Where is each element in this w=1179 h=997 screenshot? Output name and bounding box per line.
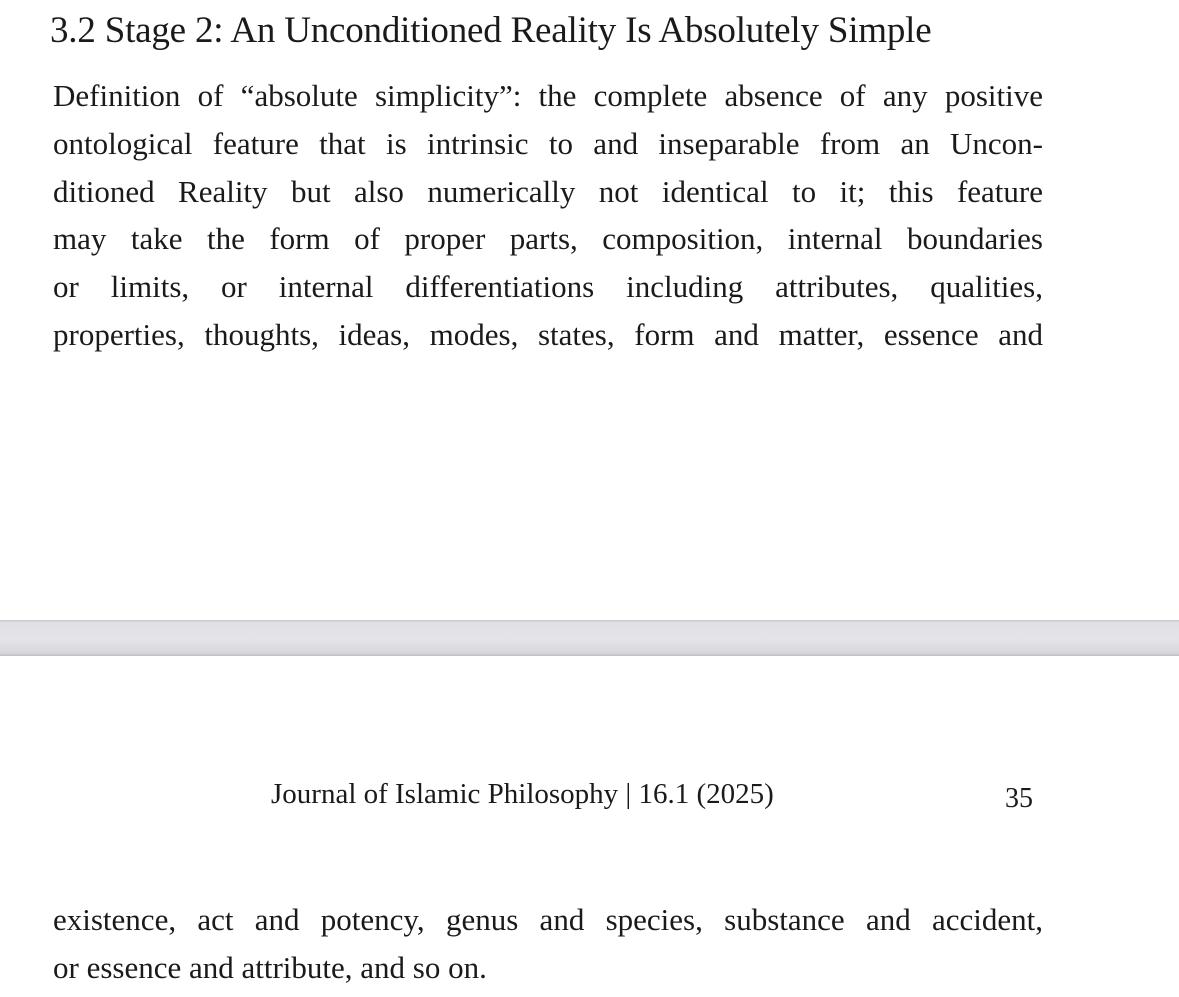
paragraph-line: ontological feature that is intrinsic to and inseparable from an Uncon-: [53, 125, 1043, 161]
paragraph-line: may take the form of proper parts, composition, internal boundaries: [53, 221, 1043, 257]
continuation-paragraph: [53, 896, 1043, 992]
paragraph-line: properties, thoughts, ideas, modes, states, form and matter, essence and: [53, 316, 1043, 352]
paragraph-line: or limits, or internal differentiations including attributes, qualities,: [53, 269, 1043, 305]
paragraph-line: or essence and attribute, and so on.: [53, 949, 487, 985]
journal-footer: Journal of Islamic Philosophy | 16.1 (2025): [271, 778, 774, 810]
section-heading: 3.2 Stage 2: An Unconditioned Reality Is Absolutely Simple: [50, 10, 932, 51]
page-separator: [0, 620, 1179, 656]
paragraph-line: existence, act and potency, genus and species, substance and accident,: [53, 902, 1043, 937]
paragraph-line: ditioned Reality but also numerically not identical to it; this feature: [53, 173, 1043, 209]
page-number: 35: [1005, 783, 1033, 814]
definition-paragraph: [53, 72, 1043, 359]
paragraph-line: Definition of “absolute simplicity”: the complete absence of any positive: [53, 78, 1043, 113]
